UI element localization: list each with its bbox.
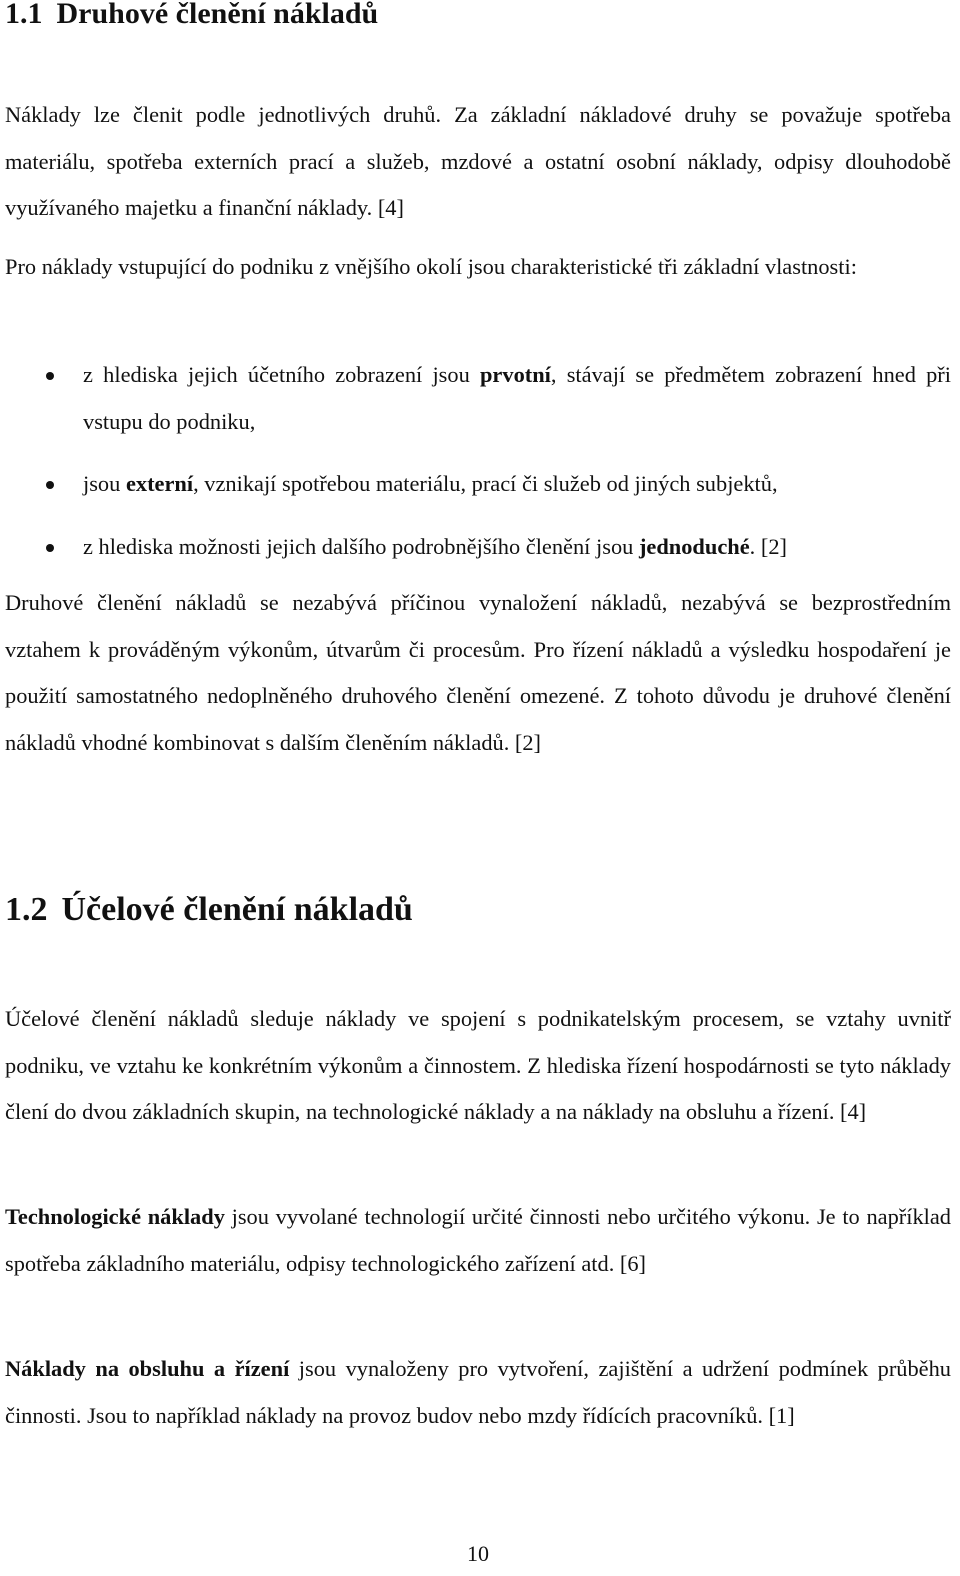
paragraph-cost-types: Náklady lze členit podle jednotlivých druhů. Za základní nákladové druhy se považuje spotřeba materiálu, spotřeba externích prací a služeb, mzdové a ostatní osobní náklady, odpisy dlouhodobě využívaného majetku a finanční náklady. [4] — [5, 102, 951, 220]
section-number: 1.1 — [5, 0, 43, 30]
bullet-icon — [46, 481, 54, 489]
paragraph-properties-intro: Pro náklady vstupující do podniku z vnějšího okolí jsou charakteristické tři základní vlastnosti: — [5, 254, 857, 279]
properties-bullet-list — [5, 352, 951, 570]
page-number: 10 — [467, 1541, 489, 1566]
paragraph-technological-costs: Technologické náklady jsou vyvolané technologií určité činnosti nebo určitého výkonu. Je to například spotřeba základního materiálu, odpisy technologického zařízení atd. [6] — [5, 1204, 952, 1276]
bullet-icon — [46, 372, 54, 380]
list-item: z hlediska jejich účetního zobrazení jsou prvotní, stávají se předmětem zobrazení hned při vstupu do podniku, — [5, 352, 951, 445]
paragraph-purpose-costs: Účelové členění nákladů sleduje náklady ve spojení s podnikatelským procesem, se vztahy uvnitř podniku, ve vztahu ke konkrétním výkonům a činnostem. Z hlediska řízení hospodárnosti se tyto náklady člení do dvou základních skupin, na technologické náklady a na náklady na obsluhu a řízení. [4] — [5, 1006, 951, 1124]
section-title: Druhové členění nákladů — [56, 0, 379, 30]
paragraph-service-management-costs: Náklady na obsluhu a řízení jsou vynaloženy pro vytvoření, zajištění a udržení podmínek průběhu činnosti. Jsou to například náklady na provoz budov nebo mzdy řídících pracovníků. [1] — [5, 1356, 951, 1428]
paragraph-cost-types-limits: Druhové členění nákladů se nezabývá příčinou vynaložení nákladů, nezabývá se bezprostředním vztahem k prováděným výkonům, útvarům či procesům. Pro řízení nákladů a výsledku hospodaření je použití samostatného nedoplněného druhového členění omezené. Z tohoto důvodu je druhové členění nákladů vhodné kombinovat s dalším členěním nákladů. [2] — [5, 590, 951, 755]
section-heading-1-1 — [5, 0, 378, 34]
list-item: jsou externí, vznikají spotřebou materiálu, prací či služeb od jiných subjektů, — [5, 461, 951, 508]
section-number: 1.2 — [5, 891, 48, 928]
list-item: z hlediska možnosti jejich dalšího podrobnějšího členění jsou jednoduché. [2] — [5, 524, 951, 571]
bullet-icon — [46, 544, 54, 552]
section-title: Účelové členění nákladů — [61, 891, 413, 928]
section-heading-1-2 — [5, 888, 413, 932]
